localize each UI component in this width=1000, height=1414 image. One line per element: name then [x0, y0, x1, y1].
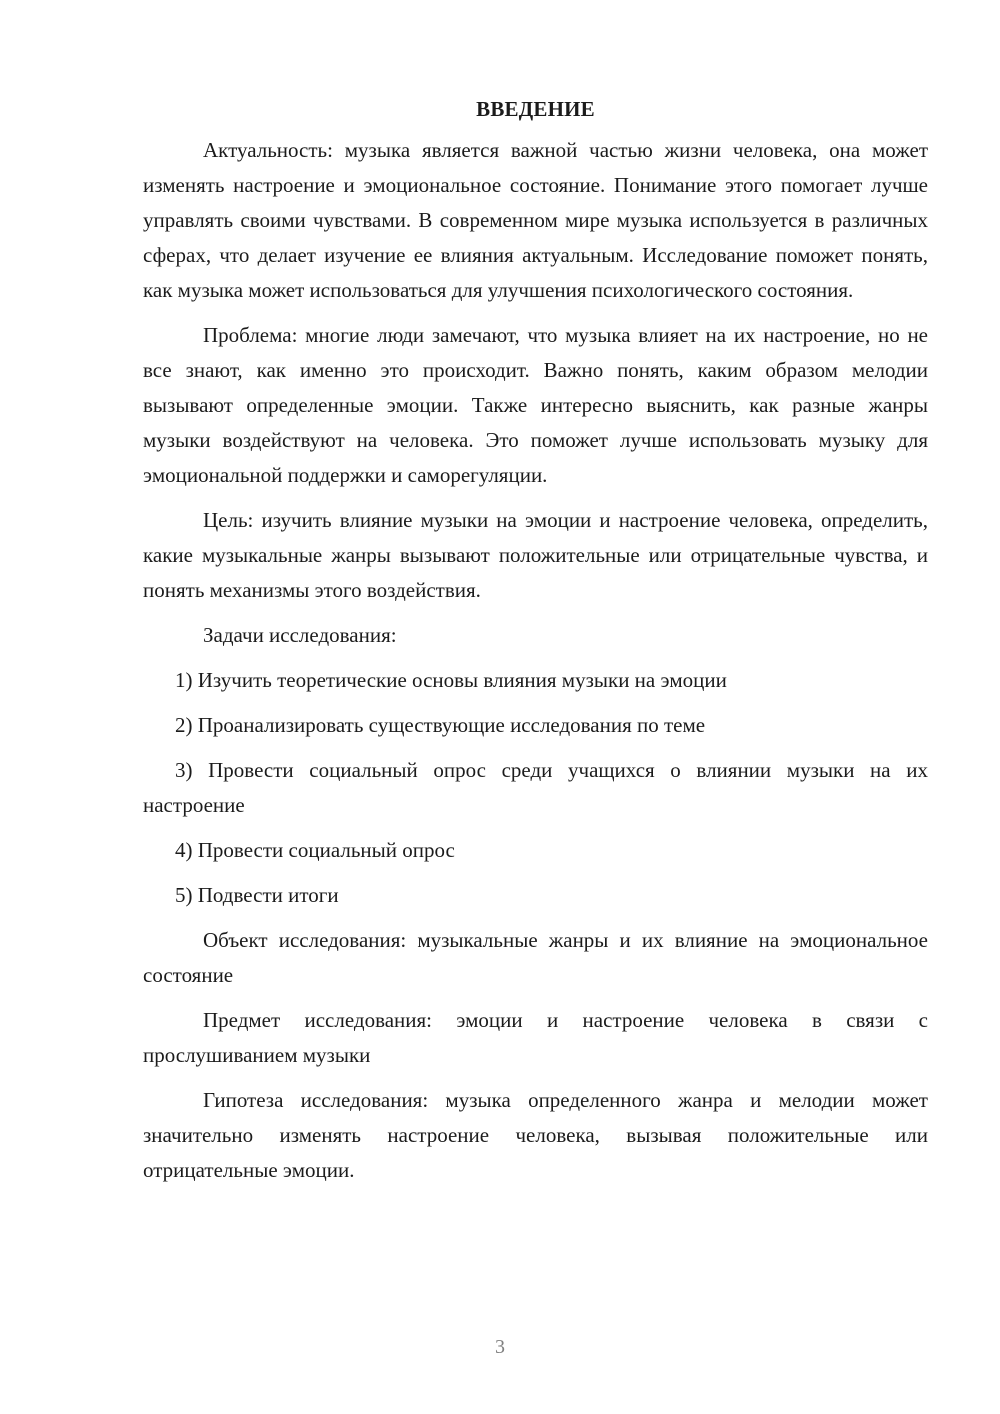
hypothesis-paragraph: Гипотеза исследования: музыка определенного жанра и мелодии может значительно изменять настроение человека, вызывая положительные или отрицательные эмоции. — [143, 1088, 928, 1182]
problem-paragraph: Проблема: многие люди замечают, что музыка влияет на их настроение, но не все знают, как именно это происходит. Важно понять, каким образом мелодии вызывают определенные эмоции. Также интересно выяснить, как разные жанры музыки воздействуют на человека. Это поможет лучше использовать музыку для эмоциональной поддержки и саморегуляции. — [143, 323, 928, 487]
subject-paragraph: Предмет исследования: эмоции и настроение человека в связи с прослушиванием музыки — [143, 1008, 928, 1067]
task-item: 5) Подвести итоги — [175, 883, 339, 907]
page-number: 3 — [495, 1336, 505, 1358]
page-content — [143, 92, 928, 1198]
tasks-heading: Задачи исследования: — [203, 623, 397, 647]
task-item: 2) Проанализировать существующие исследования по теме — [175, 713, 706, 737]
task-item: 1) Изучить теоретические основы влияния музыки на эмоции — [175, 668, 727, 692]
goal-paragraph: Цель: изучить влияние музыки на эмоции и настроение человека, определить, какие музыкальные жанры вызывают положительные или отрицательные чувства, и понять механизмы этого воздействия. — [143, 508, 928, 602]
relevance-paragraph: Актуальность: музыка является важной частью жизни человека, она может изменять настроение и эмоциональное состояние. Понимание этого помогает лучше управлять своими чувствами. В современном мире музыка используется в различных сферах, что делает изучение ее влияния актуальным. Исследование поможет понять, как музыка может использоваться для улучшения психологического состояния. — [143, 138, 928, 302]
task-item: 3) Провести социальный опрос среди учащихся о влиянии музыки на их настроение — [143, 758, 928, 817]
object-paragraph: Объект исследования: музыкальные жанры и их влияние на эмоциональное состояние — [143, 928, 928, 987]
task-item: 4) Провести социальный опрос — [175, 838, 455, 862]
page-title: ВВЕДЕНИЕ — [476, 97, 595, 121]
